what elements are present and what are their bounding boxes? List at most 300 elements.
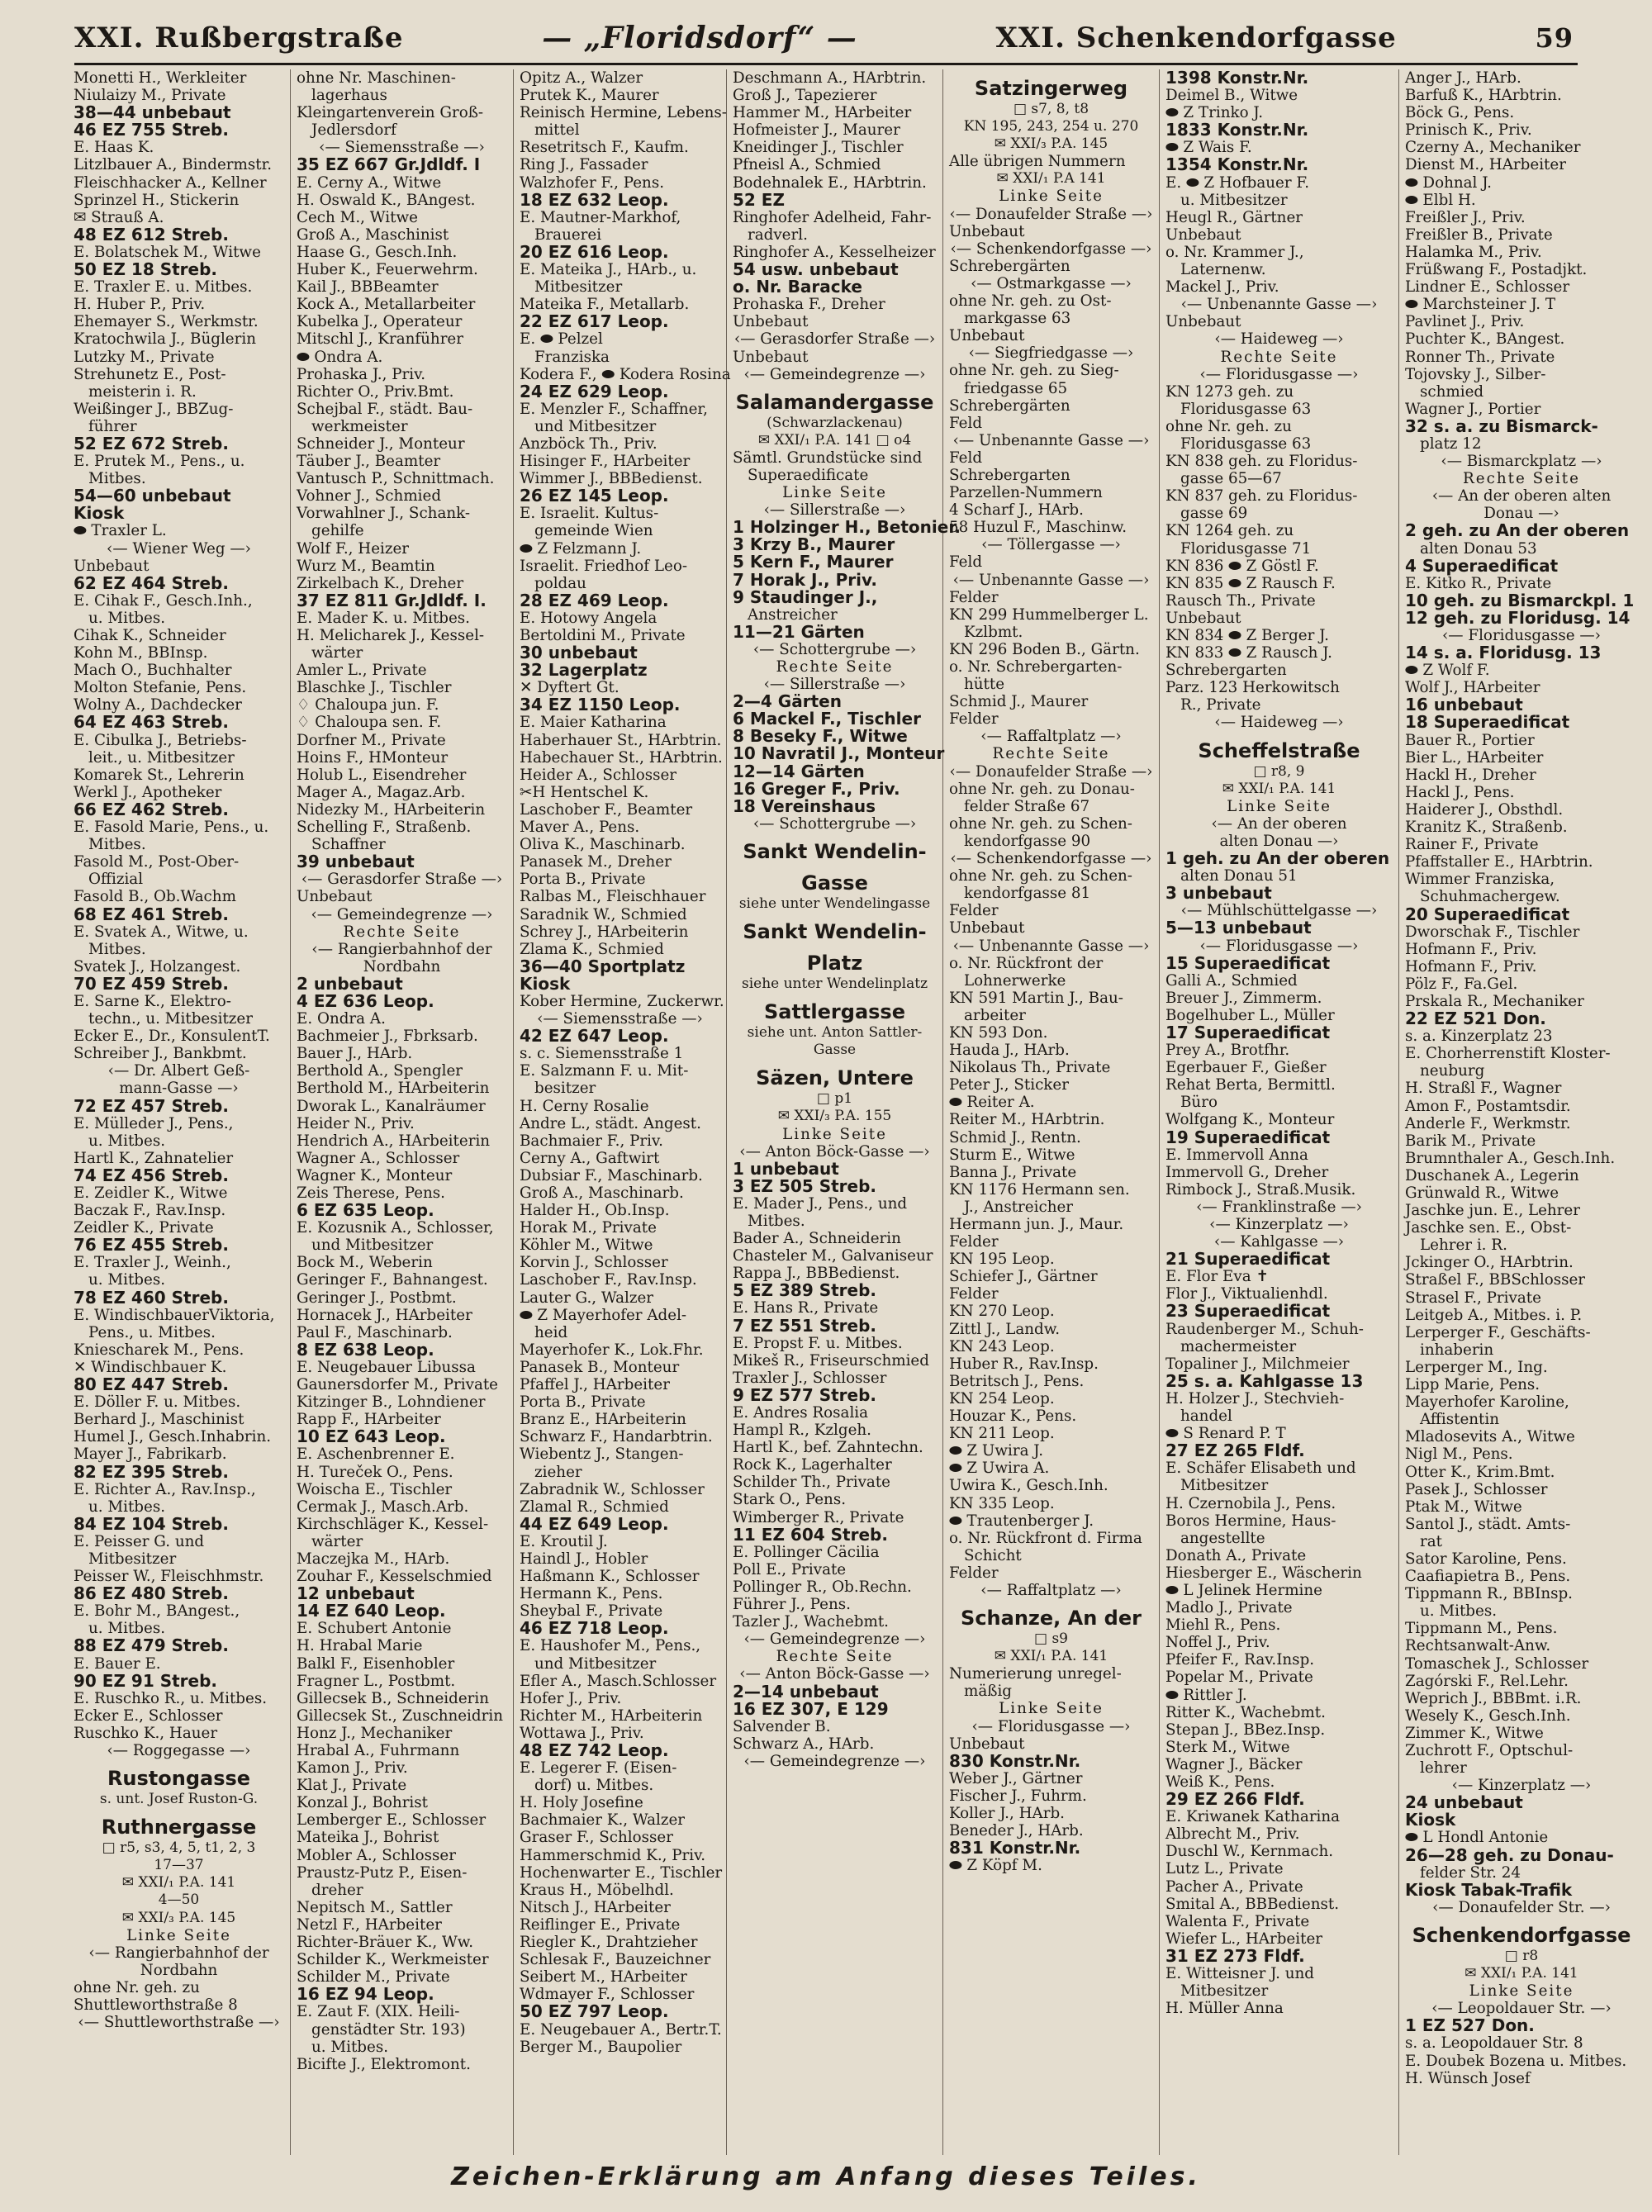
directory-entry: ‹— An der oberen alten: [1431, 487, 1612, 506]
directory-entry: Galli A., Schmied: [1165, 971, 1298, 990]
directory-entry: Laschober F., Rav.Insp.: [520, 1271, 697, 1289]
directory-entry: Flor J., Viktualienhdl.: [1165, 1285, 1328, 1303]
directory-entry: Porta B., Private: [520, 871, 646, 889]
directory-entry: ohne Nr. geh. zu Sieg-: [949, 362, 1119, 380]
directory-entry: ⬬ Traxler L.: [74, 522, 167, 540]
directory-entry: Reiflinger E., Private: [520, 1915, 681, 1934]
directory-entry: Schuhmachergew.: [1420, 888, 1560, 906]
directory-entry: 4 Superaedificat: [1405, 555, 1559, 576]
directory-entry: Felder: [949, 588, 999, 606]
directory-entry: Immervoll G., Dreher: [1165, 1163, 1329, 1181]
directory-entry: Weißinger J., BBZug-: [74, 400, 234, 418]
column-1: [68, 69, 291, 2155]
directory-entry: Seibert M., HArbeiter: [520, 1968, 687, 1987]
directory-entry: Jckinger O., HArbtrin.: [1405, 1254, 1574, 1272]
directory-entry: Mayerhofer Karoline,: [1405, 1393, 1569, 1412]
directory-entry: Pfaffel J., HArbeiter: [520, 1376, 670, 1394]
directory-entry: Duschanek A., Legerin: [1405, 1166, 1579, 1184]
directory-entry: H. Cerny Rosalie: [520, 1097, 649, 1115]
directory-entry: H. Czernobila J., Pens.: [1165, 1494, 1336, 1512]
directory-entry: Wimmer Franziska,: [1405, 871, 1555, 889]
directory-entry: E. Hotowy Angela: [520, 609, 657, 627]
directory-entry: Bogelhuber L., Müller: [1165, 1006, 1335, 1024]
directory-entry: Schneider J., Monteur: [297, 434, 465, 453]
directory-entry: Oliva K., Maschinarb.: [520, 836, 686, 854]
directory-entry: H. Straßl F., Wagner: [1405, 1080, 1562, 1098]
directory-entry: ‹— Floridusgasse —›: [1199, 365, 1359, 383]
directory-entry: Jedlersdorf: [311, 121, 396, 140]
directory-entry: Böck G., Pens.: [1405, 104, 1515, 122]
directory-entry: Brumnthaler A., Gesch.Inh.: [1405, 1149, 1616, 1167]
directory-entry: Linke Seite: [126, 1926, 231, 1944]
directory-entry: Rehat Berta, Bermittl.: [1165, 1076, 1336, 1094]
directory-entry: 1 geh. zu An der oberen: [1165, 848, 1390, 869]
directory-entry: Kneidinger J., Tischler: [733, 139, 904, 157]
directory-entry: Amler L., Private: [297, 662, 427, 680]
directory-entry: 16 EZ 307, E 129: [733, 1698, 889, 1719]
directory-entry: E. Zaut F. (XIX. Heili-: [297, 2003, 460, 2021]
directory-entry: Kail J., BBBeamter: [297, 278, 439, 297]
directory-entry: Hermann jun. J., Maur.: [949, 1216, 1124, 1233]
directory-entry: ‹— Donaufelder Straße —›: [949, 205, 1153, 223]
street-heading: Ruthnergasse: [101, 1816, 257, 1839]
directory-entry: ✉ XXI/₁ P.A. 141: [121, 1874, 236, 1892]
directory-entry: Groß A., Maschinarb.: [520, 1184, 684, 1202]
directory-entry: 48 EZ 612 Streb.: [74, 224, 229, 244]
directory-entry: E. Traxler J., Weinh.,: [74, 1254, 231, 1272]
directory-entry: 28 EZ 469 Leop.: [520, 590, 669, 610]
directory-entry: 52 EZ 672 Streb.: [74, 433, 229, 453]
directory-entry: ‹— Schenkendorfgasse —›: [950, 240, 1152, 258]
directory-entry: Kzlbmt.: [964, 623, 1023, 641]
directory-entry: Nordbahn: [363, 957, 441, 975]
directory-entry: 830 Konstr.Nr.: [949, 1750, 1081, 1771]
column-2: [291, 69, 514, 2155]
directory-entry: KN 835 ⬬ Z Rausch F.: [1165, 574, 1336, 592]
directory-entry: KN 1273 geh. zu: [1165, 382, 1294, 401]
directory-entry: ‹— Sillerstraße —›: [763, 501, 906, 520]
directory-entry: Berthold M., HArbeiterin: [297, 1080, 490, 1098]
directory-entry: Rechte Seite: [776, 658, 894, 676]
directory-entry: E. Menzler F., Schaffner,: [520, 400, 708, 418]
directory-entry: Grünwald R., Witwe: [1405, 1184, 1559, 1202]
directory-entry: 5—13 unbebaut: [1165, 918, 1312, 938]
directory-entry: 76 EZ 455 Streb.: [74, 1235, 229, 1256]
directory-entry: Sämtl. Grundstücke sind: [733, 449, 923, 467]
directory-entry: Rausch Th., Private: [1165, 591, 1316, 610]
directory-entry: ohne Nr. geh. zu: [1165, 417, 1292, 435]
directory-entry: ‹— Franklinstraße —›: [1196, 1198, 1362, 1216]
directory-entry: 50 EZ 18 Streb.: [74, 259, 218, 280]
directory-entry: 31 EZ 273 Fldf.: [1165, 1945, 1305, 1966]
directory-entry: u. Mitbes.: [1420, 1602, 1498, 1621]
directory-entry: Santol J., städt. Amts-: [1405, 1515, 1571, 1533]
street-heading: Sattlergasse: [764, 1000, 905, 1024]
directory-entry: Hofer J., Priv.: [520, 1689, 622, 1707]
directory-entry: Koller J., HArb.: [949, 1805, 1065, 1822]
directory-entry: Feld: [949, 553, 983, 572]
directory-entry: mann-Gasse —›: [119, 1080, 239, 1098]
directory-entry: Tomaschek J., Schlosser: [1405, 1654, 1589, 1673]
directory-entry: Unbebaut: [74, 557, 150, 575]
directory-entry: KN 195 Leop.: [949, 1251, 1055, 1269]
directory-entry: Rechtsanwalt-Anw.: [1405, 1637, 1551, 1655]
directory-entry: ⬬ S Renard P. T: [1165, 1425, 1286, 1443]
directory-entry: ohne Nr. geh. zu Schen-: [949, 814, 1132, 833]
directory-entry: Raudenberger M., Schuh-: [1165, 1320, 1364, 1338]
directory-entry: ⬬ Z Trinko J.: [1165, 104, 1264, 122]
directory-entry: Stark O., Pens.: [733, 1491, 847, 1509]
directory-entry: Mayer J., Fabrikarb.: [74, 1445, 227, 1464]
directory-entry: s. c. Siemensstraße 1: [520, 1045, 684, 1063]
directory-entry: E. Neugebauer A., Bertr.T.: [520, 2020, 722, 2039]
directory-entry: 78 EZ 460 Streb.: [74, 1287, 229, 1308]
directory-entry: Halder H., Ob.Insp.: [520, 1202, 670, 1220]
directory-entry: ‹— Töllergasse —›: [981, 536, 1121, 554]
directory-entry: E. Immervoll Anna: [1165, 1146, 1308, 1164]
directory-entry: Reinisch Hermine, Lebens-: [520, 104, 727, 122]
directory-entry: Noffel J., Priv.: [1165, 1634, 1270, 1652]
directory-entry: 7 Horak J., Priv.: [733, 569, 877, 590]
directory-entry: handel: [1180, 1407, 1232, 1426]
directory-entry: ⬬ L Jelinek Hermine: [1165, 1581, 1322, 1599]
directory-entry: Rapp F., HArbeiter: [297, 1411, 441, 1429]
directory-entry: 36—40 Sportplatz: [520, 956, 686, 976]
directory-entry: Duschl W., Kernmach.: [1165, 1843, 1334, 1861]
directory-entry: Wimberger R., Private: [733, 1508, 904, 1526]
directory-entry: ✂H Hentschel K.: [520, 783, 649, 801]
directory-entry: siehe unt. Anton Sattler-: [747, 1024, 923, 1042]
directory-entry: 5 EZ 389 Streb.: [733, 1280, 877, 1301]
directory-entry: Floridusgasse 71: [1180, 539, 1312, 558]
directory-entry: Molton Stefanie, Pens.: [74, 679, 247, 697]
directory-entry: Zlama K., Schmied: [520, 940, 664, 958]
directory-entry: Schlesak F., Bauzeichner: [520, 1951, 711, 1969]
directory-entry: E. Mader J., Pens., und: [733, 1194, 908, 1213]
directory-entry: 20 EZ 616 Leop.: [520, 241, 669, 262]
directory-entry: Pfneisl A., Schmied: [733, 156, 881, 174]
street-heading: Schenkendorfgasse: [1412, 1923, 1631, 1947]
directory-entry: Pens., u. Mitbes.: [88, 1323, 216, 1341]
directory-entry: Lemberger E., Schlosser: [297, 1811, 487, 1830]
directory-entry: Felder: [949, 1285, 999, 1303]
directory-entry: (Schwarzlackenau): [767, 414, 903, 431]
directory-entry: Alle übrigen Nummern: [949, 153, 1126, 171]
directory-entry: Ehemayer S., Werkmstr.: [74, 313, 259, 331]
directory-entry: Lindner E., Schlosser: [1405, 278, 1570, 297]
directory-entry: Wurz M., Beamtin: [297, 557, 435, 575]
directory-entry: E. Richter A., Rav.Insp.,: [74, 1480, 256, 1498]
directory-entry: meisterin i. R.: [88, 382, 197, 401]
directory-entry: techn., u. Mitbesitzer: [88, 1010, 253, 1028]
directory-entry: E. Mülleder J., Pens.,: [74, 1114, 234, 1132]
directory-entry: Bertoldini M., Private: [520, 627, 686, 644]
directory-entry: 4 Scharf J., HArb.: [949, 501, 1084, 520]
directory-entry: ‹— Unbenannte Gasse —›: [952, 431, 1150, 449]
directory-entry: Sturm E., Witwe: [949, 1146, 1075, 1164]
directory-entry: KN 254 Leop.: [949, 1389, 1055, 1407]
directory-entry: KN 335 Leop.: [949, 1494, 1055, 1512]
directory-entry: 68 EZ 461 Streb.: [74, 904, 229, 924]
directory-entry: wärter: [311, 644, 363, 662]
directory-entry: ‹— Bismarckplatz —›: [1441, 453, 1602, 471]
directory-entry: ⬬ Trautenberger J.: [949, 1512, 1094, 1530]
directory-entry: Groß A., Maschinist: [297, 225, 449, 244]
directory-entry: Kraus H., Möbelhdl.: [520, 1881, 674, 1899]
directory-entry: 80 EZ 447 Streb.: [74, 1374, 229, 1395]
directory-entry: Hackl J., Pens.: [1405, 783, 1515, 801]
directory-entry: Mach O., Buchhalter: [74, 662, 232, 680]
directory-entry: gehilfe: [311, 522, 364, 540]
header-district: — „Floridsdorf“ —: [542, 21, 857, 55]
directory-entry: 24 EZ 629 Leop.: [520, 381, 669, 401]
directory-entry: u. Mitbes.: [88, 1271, 166, 1289]
directory-entry: Cermak J., Masch.Arb.: [297, 1498, 469, 1516]
directory-entry: Bader A., Schneiderin: [733, 1230, 901, 1248]
directory-entry: 34 EZ 1150 Leop.: [520, 695, 681, 715]
directory-entry: ✉ XXI/₁ P.A. 141: [994, 1648, 1108, 1665]
directory-entry: KN 243 Leop.: [949, 1337, 1055, 1355]
directory-entry: Prohaska J., Priv.: [297, 365, 426, 383]
directory-entry: Panasek M., Dreher: [520, 853, 672, 871]
directory-entry: Mitbes.: [88, 940, 146, 958]
directory-entry: Linke Seite: [999, 187, 1104, 206]
directory-entry: Zouhar F., Kesselschmied: [297, 1568, 492, 1586]
directory-entry: Fasold B., Ob.Wachm: [74, 888, 236, 906]
directory-entry: Hermann K., Pens.: [520, 1585, 663, 1603]
directory-entry: Parz. 123 Herkowitsch: [1165, 679, 1340, 697]
directory-entry: Berger M., Baupolier: [520, 2038, 682, 2056]
directory-entry: Laschober F., Beamter: [520, 800, 693, 819]
directory-entry: ‹— An der oberen: [1211, 814, 1347, 833]
directory-entry: ‹— Gemeindegrenze —›: [743, 1631, 926, 1649]
directory-entry: 1398 Konstr.Nr.: [1165, 68, 1309, 88]
directory-entry: ‹— Siemensstraße —›: [319, 139, 485, 157]
directory-entry: 1 unbebaut: [733, 1158, 839, 1179]
directory-entry: KN 834 ⬬ Z Berger J.: [1165, 627, 1329, 644]
directory-entry: Betritsch J., Pens.: [949, 1372, 1085, 1390]
directory-entry: Schilder K., Werkmeister: [297, 1951, 489, 1969]
directory-entry: Andre L., städt. Angest.: [520, 1114, 701, 1132]
directory-entry: 72 EZ 457 Streb.: [74, 1095, 229, 1116]
directory-entry: ‹— Raffaltplatz —›: [980, 1581, 1122, 1599]
directory-entry: Ronner Th., Private: [1405, 348, 1555, 366]
directory-entry: E. Witteisner J. und: [1165, 1965, 1314, 1983]
directory-entry: Amon F., Postamtsdir.: [1405, 1097, 1571, 1115]
directory-entry: Mager A., Magaz.Arb.: [297, 783, 466, 801]
directory-entry: Rechte Seite: [343, 923, 461, 941]
directory-entry: Wolf J., HArbeiter: [1405, 679, 1540, 697]
directory-entry: Poll E., Private: [733, 1560, 847, 1578]
directory-entry: Wdmayer F., Schlosser: [520, 1986, 695, 2004]
directory-entry: ohne Nr. Maschinen-: [297, 69, 456, 87]
directory-entry: □ s7, 8, t8: [1013, 101, 1089, 117]
directory-entry: H. Hrabal Marie: [297, 1637, 423, 1655]
directory-entry: Litzlbauer A., Bindermstr.: [74, 156, 273, 174]
directory-entry: Albrecht M., Priv.: [1165, 1825, 1300, 1844]
directory-entry: KN 838 geh. zu Floridus-: [1165, 453, 1358, 471]
directory-entry: 54 usw. unbebaut: [733, 259, 899, 280]
directory-entry: E. Svatek A., Witwe, u.: [74, 923, 249, 941]
directory-entry: Dienst M., HArbeiter: [1405, 156, 1566, 174]
directory-entry: o. Nr. Krammer J.,: [1165, 243, 1304, 261]
directory-entry: u. Mitbesitzer: [1180, 191, 1288, 209]
directory-entry: Bock M., Weberin: [297, 1254, 433, 1272]
directory-entry: alten Donau 53: [1420, 539, 1537, 558]
directory-entry: Wesely K., Gesch.Inh.: [1405, 1706, 1571, 1725]
directory-entry: Deimel B., Witwe: [1165, 87, 1298, 105]
directory-entry: 64 EZ 463 Streb.: [74, 712, 229, 733]
directory-entry: Groß J., Tapezierer: [733, 87, 877, 105]
directory-entry: Laternenw.: [1180, 261, 1266, 279]
directory-entry: 10 Navratil J., Monteur: [733, 743, 945, 764]
directory-entry: ‹— Gemeindegrenze —›: [743, 1752, 926, 1770]
directory-entry: Kohn M., BBInsp.: [74, 644, 208, 662]
directory-entry: Schrebergarten: [949, 466, 1070, 484]
directory-entry: Paul F., Maschinarb.: [297, 1323, 453, 1341]
directory-entry: Schejbal F., städt. Bau-: [297, 400, 473, 418]
directory-entry: Straßel F., BBSchlosser: [1405, 1271, 1586, 1289]
directory-entry: Felder: [949, 710, 999, 729]
directory-entry: Kober Hermine, Zuckerwr.: [520, 992, 724, 1010]
directory-entry: Maver A., Pens.: [520, 819, 640, 837]
directory-entry: 2 unbebaut: [297, 973, 403, 994]
directory-entry: ‹— Schenkendorfgasse —›: [950, 850, 1152, 868]
column-3: [514, 69, 731, 2155]
directory-entry: Mitbesitzer: [1180, 1982, 1269, 2001]
directory-entry: Gaunersdorfer M., Private: [297, 1376, 499, 1394]
directory-entry: 2—14 unbebaut: [733, 1681, 879, 1702]
street-heading: Scheffelstraße: [1198, 738, 1360, 762]
directory-entry: Kock A., Metallarbeiter: [297, 296, 476, 314]
street-heading: Sankt Wendelin-: [743, 920, 927, 944]
directory-entry: 21 Superaedificat: [1165, 1249, 1331, 1270]
directory-entry: ✉ XXI/₃ P.A. 145: [121, 1909, 236, 1926]
directory-entry: Habechauer St., HArbtrin.: [520, 748, 723, 767]
directory-entry: 27 EZ 265 Fldf.: [1165, 1441, 1305, 1461]
directory-entry: Kamon J., Priv.: [297, 1759, 408, 1778]
directory-entry: ✉ XXI/₃ P.A. 145: [994, 135, 1108, 153]
directory-entry: Rimbock J., Straß.Musik.: [1165, 1180, 1356, 1199]
street-heading: Schanze, An der: [961, 1607, 1142, 1631]
directory-entry: wärter: [311, 1532, 363, 1550]
directory-entry: Deschmann A., HArbtrin.: [733, 69, 927, 87]
directory-entry: ‹— Mühlschüttelgasse —›: [1180, 902, 1378, 920]
directory-entry: ‹— Leopoldauer Str. —›: [1431, 2000, 1612, 2018]
directory-entry: Weber J., Gärtner: [949, 1769, 1083, 1787]
directory-entry: ⬬ Z Wais F.: [1165, 139, 1252, 157]
directory-entry: ohne Nr. geh. zu Donau-: [949, 780, 1135, 798]
directory-entry: Wagner K., Monteur: [297, 1166, 453, 1184]
directory-entry: rat: [1420, 1532, 1442, 1550]
directory-entry: ‹— Kinzerplatz —›: [1451, 1777, 1592, 1795]
directory-entry: KN 837 geh. zu Floridus-: [1165, 487, 1358, 506]
directory-entry: Topaliner J., Milchmeier: [1165, 1355, 1350, 1373]
directory-entry: ⬬ Z Mayerhofer Adel-: [520, 1306, 687, 1324]
directory-entry: Rappa J., BBBedienst.: [733, 1265, 900, 1283]
directory-entry: Bachmaier F., Priv.: [520, 1132, 663, 1150]
directory-entry: E. Salzmann F. u. Mit-: [520, 1062, 689, 1080]
directory-entry: ⬬ Z Uwira A.: [949, 1460, 1050, 1478]
directory-entry: ⬬ Rittler J.: [1165, 1686, 1247, 1704]
directory-entry: Numerierung unregel-: [949, 1665, 1122, 1683]
directory-entry: Linke Seite: [1227, 797, 1332, 815]
directory-entry: Cihak K., Schneider: [74, 627, 226, 644]
directory-entry: siehe unter Wendelingasse: [738, 895, 931, 912]
directory-entry: ⬬ L Hondl Antonie: [1405, 1829, 1549, 1847]
directory-entry: 16 unbebaut: [1405, 695, 1523, 715]
directory-entry: Sheybal F., Private: [520, 1602, 663, 1621]
directory-entry: □ s9: [1033, 1631, 1068, 1648]
directory-entry: Otter K., Krim.Bmt.: [1405, 1463, 1555, 1481]
directory-entry: Schicht: [964, 1546, 1022, 1564]
directory-entry: 17—37: [154, 1857, 204, 1874]
directory-entry: Chasteler M., Galvaniseur: [733, 1247, 933, 1265]
directory-entry: felder Straße 67: [964, 797, 1090, 815]
directory-entry: Donath A., Private: [1165, 1546, 1307, 1564]
directory-entry: Wolf F., Heizer: [297, 539, 410, 558]
directory-entry: ohne Nr. geh. zu: [74, 1978, 200, 1996]
directory-entry: E. Zeidler K., Witwe: [74, 1184, 228, 1202]
directory-entry: Dworak L., Kanalräumer: [297, 1097, 486, 1115]
directory-entry: R., Private: [1180, 696, 1261, 714]
directory-entry: Parzellen-Nummern: [949, 484, 1103, 502]
directory-entry: Sator Karoline, Pens.: [1405, 1550, 1567, 1568]
directory-entry: Jaschke sen. E., Obst-: [1405, 1219, 1572, 1237]
directory-entry: 29 EZ 266 Fldf.: [1165, 1789, 1305, 1810]
directory-entry: 4—50: [158, 1892, 200, 1909]
directory-entry: Mitbesitzer: [534, 278, 623, 297]
directory-entry: E. Döller F. u. Mitbes.: [74, 1393, 241, 1412]
directory-entry: Freißler J., Priv.: [1405, 208, 1526, 226]
directory-entry: 86 EZ 480 Streb.: [74, 1583, 229, 1604]
directory-entry: Kiosk: [74, 503, 125, 524]
directory-entry: Strasel F., Private: [1405, 1289, 1541, 1307]
directory-entry: 4 EZ 636 Leop.: [297, 990, 434, 1011]
directory-entry: E. Doubek Bozena u. Mitbes.: [1405, 2052, 1627, 2070]
directory-entry: Felder: [949, 1564, 999, 1582]
directory-entry: Prey A., Brotfhr.: [1165, 1042, 1290, 1060]
directory-entry: Brauerei: [534, 225, 602, 244]
directory-entry: o. Nr. Schrebergarten-: [949, 658, 1123, 676]
directory-entry: Reiter M., HArbtrin.: [949, 1111, 1105, 1129]
directory-entry: 37 EZ 811 Gr.Jdldf. I.: [297, 590, 487, 610]
directory-entry: Riegler K., Drahtzieher: [520, 1934, 698, 1952]
directory-entry: ⬬ Dohnal J.: [1405, 173, 1492, 192]
directory-entry: E. Schubert Antonie: [297, 1620, 452, 1638]
directory-entry: gasse 65—67: [1180, 470, 1282, 488]
directory-entry: Tojovsky J., Silber-: [1405, 365, 1546, 383]
directory-entry: ‹— Anton Böck-Gasse —›: [739, 1665, 930, 1683]
directory-entry: ‹— Dr. Albert Geß-: [107, 1062, 250, 1080]
directory-entry: Saradnik W., Schmied: [520, 905, 687, 923]
directory-entry: E. Sarne K., Elektro-: [74, 992, 231, 1010]
directory-entry: ✉ XXI/₁ P.A. 141: [1222, 780, 1336, 797]
directory-entry: Horak M., Private: [520, 1219, 657, 1237]
directory-entry: Zlamal R., Schmied: [520, 1498, 669, 1516]
directory-entry: E. Flor Eva ✝: [1165, 1268, 1269, 1286]
directory-entry: Kirchschläger K., Kessel-: [297, 1515, 489, 1533]
directory-entry: lagerhaus: [311, 87, 387, 105]
directory-entry: lehrer: [1420, 1759, 1467, 1778]
directory-entry: Lauter G., Walzer: [520, 1289, 654, 1307]
directory-entry: zieher: [534, 1463, 582, 1481]
directory-entry: ⬬ Marchsteiner J. T: [1405, 296, 1556, 314]
directory-entry: E. Cihak F., Gesch.Inh.,: [74, 591, 253, 610]
directory-entry: 22 EZ 521 Don.: [1405, 1009, 1546, 1029]
directory-entry: Feld: [949, 449, 983, 467]
directory-entry: 3 Krzy B., Maurer: [733, 534, 895, 555]
